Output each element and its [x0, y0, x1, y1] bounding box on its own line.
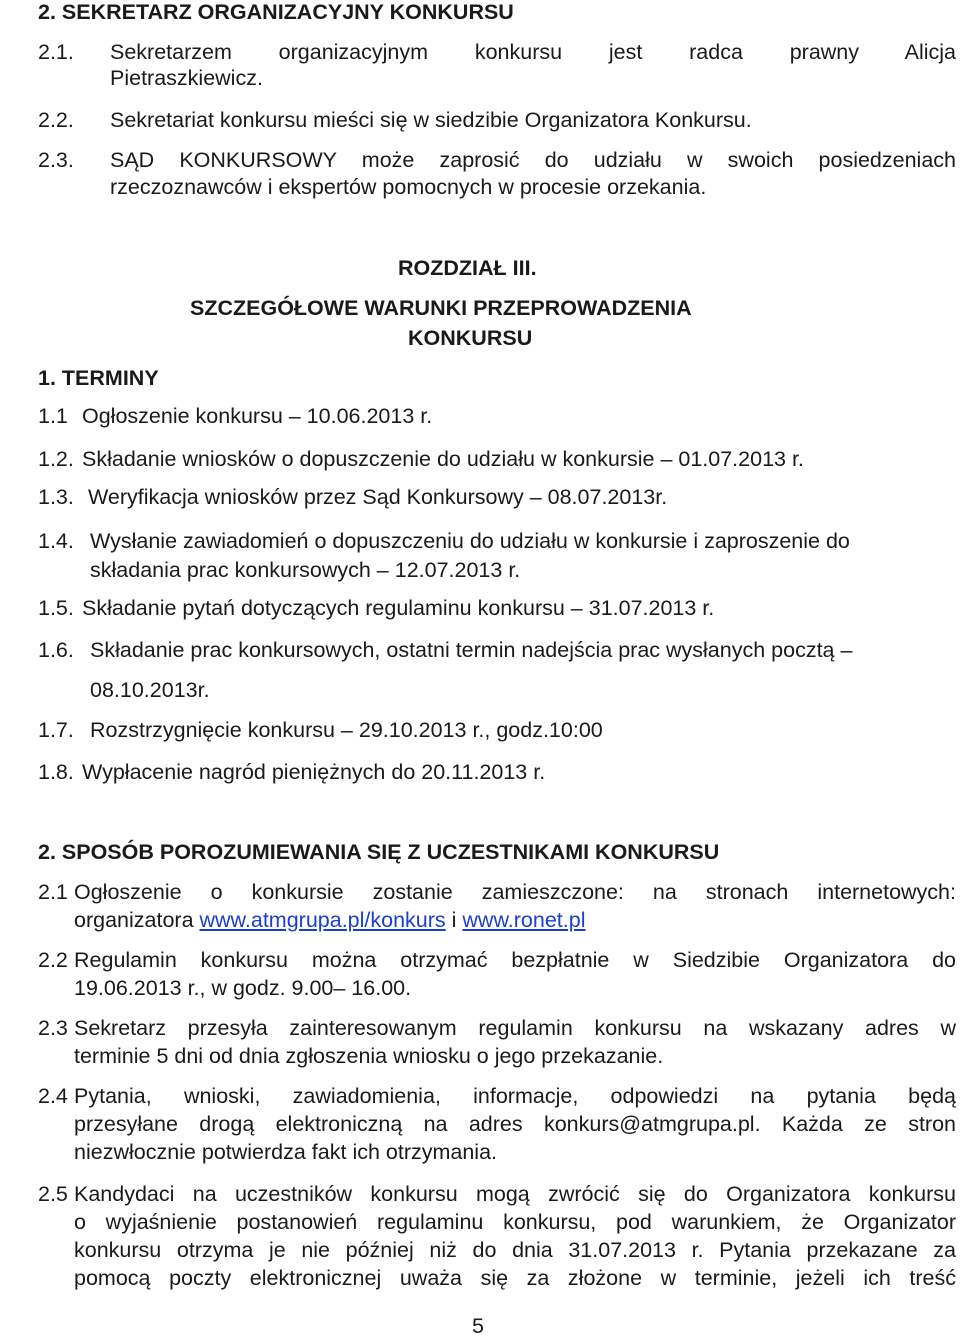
comm-item-text: o wyjaśnienie postanowień regulaminu konkursu, pod warunkiem, że Organizator — [74, 1210, 956, 1234]
comm-item-text: przesyłane drogą elektroniczną na adres konkurs@atmgrupa.pl. Każda ze stron — [74, 1112, 956, 1136]
comm-item-number: 2.2 — [38, 948, 68, 972]
chapter-title: ROZDZIAŁ III. — [398, 256, 537, 280]
section-heading-secretary: 2. SEKRETARZ ORGANIZACYJNY KONKURSU — [38, 0, 514, 24]
item-number: 2.2. — [38, 108, 74, 132]
comm-item-text: niezwłocznie potwierdza fakt ich otrzymania. — [74, 1140, 498, 1164]
comm-item-text: Regulamin konkursu można otrzymać bezpłatnie w Siedzibie Organizatora do — [74, 948, 956, 972]
link-ronet[interactable]: www.ronet.pl — [462, 908, 586, 932]
term-text: Wypłacenie nagród pieniężnych do 20.11.2013 r. — [82, 760, 546, 784]
item-text: Pietraszkiewicz. — [110, 66, 263, 90]
term-number: 1.1 — [38, 404, 68, 428]
item-text: Sekretariat konkursu mieści się w siedzibie Organizatora Konkursu. — [110, 108, 752, 132]
term-text: Weryfikacja wniosków przez Sąd Konkursowy – 08.07.2013r. — [88, 485, 668, 509]
item-text: SĄD KONKURSOWY może zaprosić do udziału w swoich posiedzeniach — [110, 148, 956, 172]
comm-item-number: 2.1 — [38, 880, 68, 904]
comm-item-text: pomocą poczty elektronicznej uważa się za złożone w terminie, jeżeli ich treść — [74, 1266, 956, 1290]
comm-item-text: Kandydaci na uczestników konkursu mogą zwrócić się do Organizatora konkursu — [74, 1182, 956, 1206]
terms-heading: 1. TERMINY — [38, 366, 159, 390]
term-text: Ogłoszenie konkursu – 10.06.2013 r. — [82, 404, 433, 428]
term-number: 1.3. — [38, 485, 74, 509]
term-number: 1.4. — [38, 529, 74, 553]
term-text: Składanie pytań dotyczących regulaminu konkursu – 31.07.2013 r. — [82, 596, 715, 620]
term-number: 1.2. — [38, 447, 74, 471]
item-number: 2.3. — [38, 148, 74, 172]
term-text: Składanie prac konkursowych, ostatni termin nadejścia prac wysłanych pocztą – — [90, 638, 853, 662]
item-text: Sekretarzem organizacyjnym konkursu jest radca prawny Alicja — [110, 40, 956, 64]
item-text: rzeczoznawców i ekspertów pomocnych w procesie orzekania. — [110, 175, 707, 199]
term-text: 08.10.2013r. — [90, 678, 210, 702]
term-number: 1.5. — [38, 596, 74, 620]
comm-item-text-prefix: organizatora — [74, 908, 200, 932]
comm-item-number: 2.3 — [38, 1016, 68, 1040]
comm-item-number: 2.4 — [38, 1084, 68, 1108]
term-number: 1.7. — [38, 718, 74, 742]
term-text: składania prac konkursowych – 12.07.2013 r. — [90, 558, 521, 582]
item-number: 2.1. — [38, 40, 74, 64]
comm-item-text: terminie 5 dni od dnia zgłoszenia wniosku o jego przekazanie. — [74, 1044, 664, 1068]
communication-heading: 2. SPOSÓB POROZUMIEWANIA SIĘ Z UCZESTNIKAMI KONKURSU — [38, 840, 720, 864]
term-number: 1.6. — [38, 638, 74, 662]
page-number: 5 — [472, 1314, 484, 1338]
term-text: Składanie wniosków o dopuszczenie do udziału w konkursie – 01.07.2013 r. — [82, 447, 804, 471]
term-text: Rozstrzygnięcie konkursu – 29.10.2013 r., godz.10:00 — [90, 718, 603, 742]
comm-item-text: konkursu otrzyma je nie później niż do dnia 31.07.2013 r. Pytania przekazane za — [74, 1238, 956, 1262]
chapter-subtitle: KONKURSU — [408, 326, 533, 350]
comm-item-text: 19.06.2013 r., w godz. 9.00– 16.00. — [74, 976, 412, 1000]
term-number: 1.8. — [38, 760, 74, 784]
comm-item-text: Sekretarz przesyła zainteresowanym regulamin konkursu na wskazany adres w — [74, 1016, 956, 1040]
comm-item-text — [74, 906, 586, 935]
chapter-subtitle: SZCZEGÓŁOWE WARUNKI PRZEPROWADZENIA — [190, 296, 692, 320]
link-atmgrupa[interactable]: www.atmgrupa.pl/konkurs — [199, 908, 446, 932]
comm-item-text-mid: i — [445, 908, 463, 932]
comm-item-text: Pytania, wnioski, zawiadomienia, informacje, odpowiedzi na pytania będą — [74, 1084, 956, 1108]
comm-item-number: 2.5 — [38, 1182, 68, 1206]
term-text: Wysłanie zawiadomień o dopuszczeniu do udziału w konkursie i zaproszenie do — [90, 529, 850, 553]
comm-item-text: Ogłoszenie o konkursie zostanie zamieszczone: na stronach internetowych: — [74, 880, 956, 904]
